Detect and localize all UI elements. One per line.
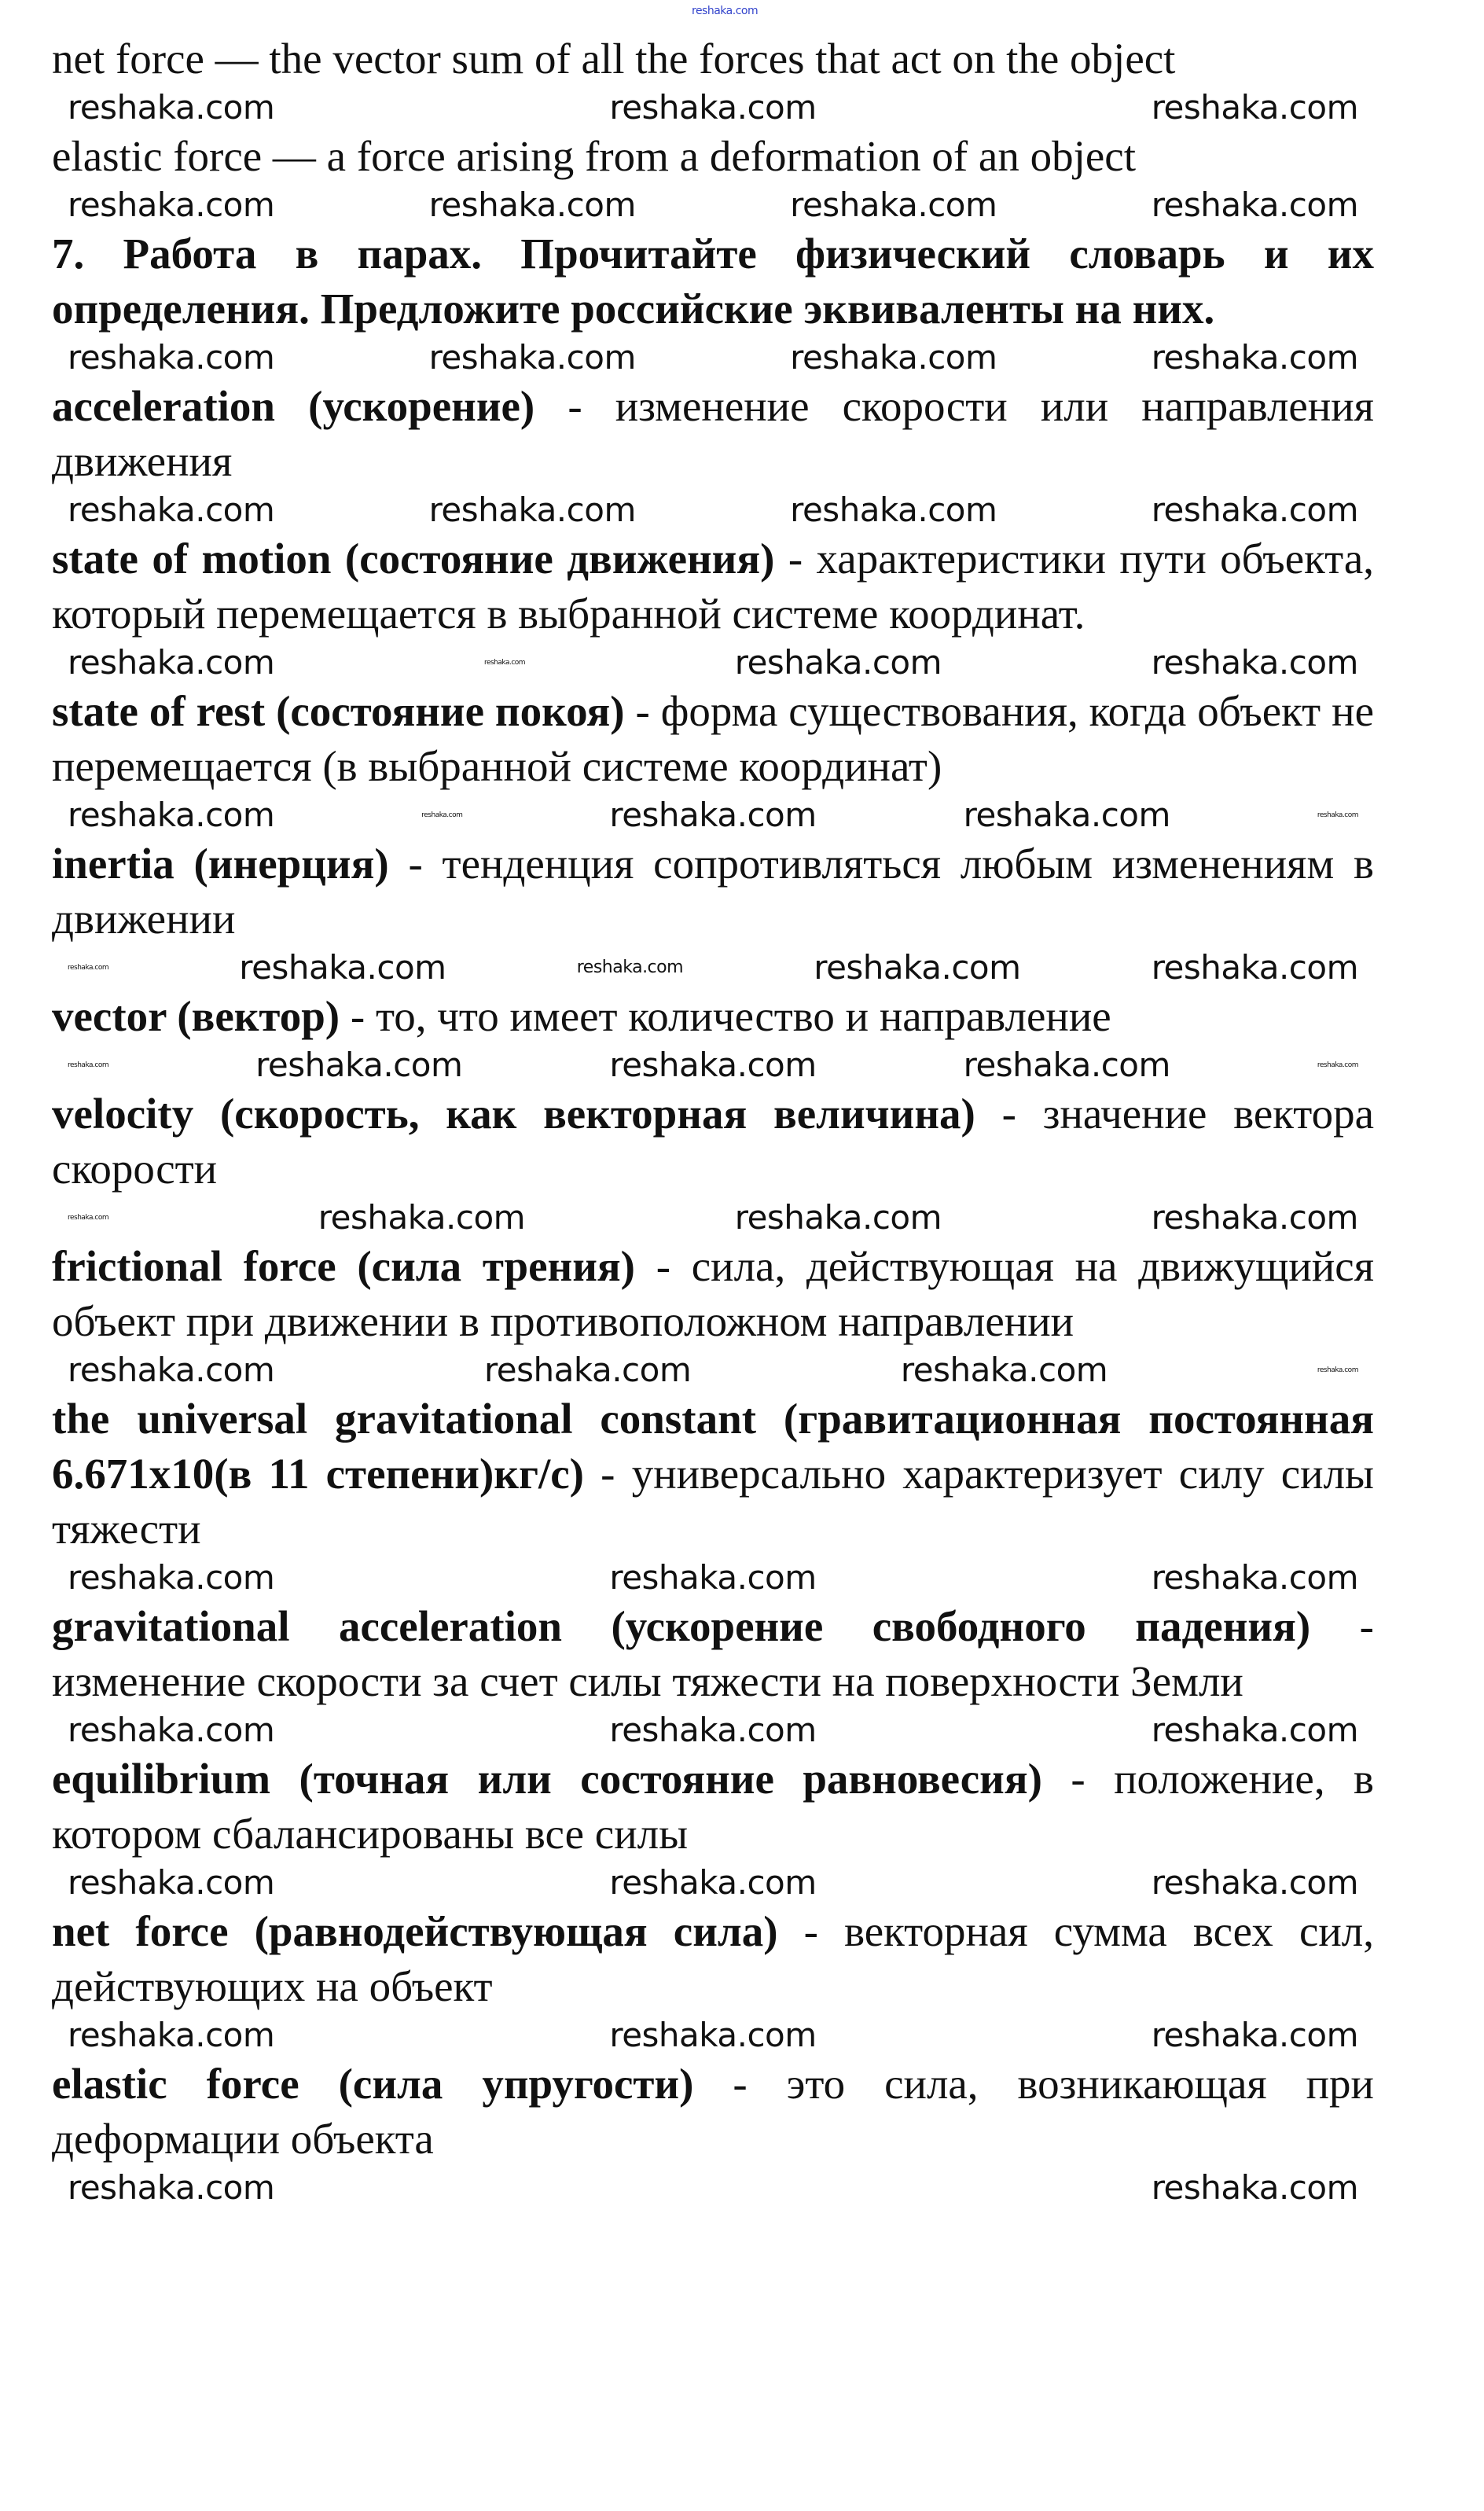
glossary-definition: - сила, действующая на движущийся объект при движении в противоположном направлении xyxy=(52,1242,1374,1345)
watermark: reshaka.com xyxy=(1151,338,1358,377)
watermark: reshaka.com xyxy=(68,88,275,127)
glossary-term: state of motion (состояние движения) xyxy=(52,535,775,583)
watermark: reshaka.com xyxy=(68,1711,275,1749)
watermark: reshaka.com xyxy=(963,796,1170,834)
watermark: reshaka.com xyxy=(734,1198,942,1237)
watermark: reshaka.com xyxy=(428,491,636,529)
glossary-definition: - значение вектора скорости xyxy=(52,1090,1374,1193)
watermark: reshaka.com xyxy=(1151,1558,1358,1597)
watermark-row xyxy=(52,642,1374,684)
watermark: reshaka.com xyxy=(814,948,1021,987)
watermark-row xyxy=(52,336,1374,379)
watermark: reshaka.com xyxy=(900,1351,1108,1389)
watermark: reshaka.com xyxy=(1151,2168,1358,2207)
watermark-row xyxy=(52,1709,1374,1752)
watermark: reshaka.com xyxy=(734,643,942,682)
watermark: reshaka.com xyxy=(68,491,275,529)
watermark-row xyxy=(52,1862,1374,1904)
glossary-entry xyxy=(52,989,1374,1044)
glossary-definition: - то, что имеет количество и направление xyxy=(340,992,1111,1040)
glossary-definition: - тенденция сопротивляться любым изменениям в движении xyxy=(52,840,1374,943)
glossary-entry xyxy=(52,2057,1374,2167)
watermark-row xyxy=(52,1044,1374,1086)
watermark: reshaka.com xyxy=(428,186,636,224)
watermark: reshaka.com xyxy=(68,1863,275,1902)
watermark: reshaka.com xyxy=(1151,948,1358,987)
watermark: reshaka.com xyxy=(1151,2016,1358,2054)
watermark: reshaka.com xyxy=(1317,1366,1358,1374)
watermark: reshaka.com xyxy=(1317,1061,1358,1069)
watermark: reshaka.com xyxy=(609,88,817,127)
watermark-row xyxy=(52,1349,1374,1392)
watermark-row xyxy=(52,794,1374,836)
glossary-term: vector (вектор) xyxy=(52,992,340,1040)
glossary-term: acceleration (ускорение) xyxy=(52,382,535,430)
glossary-entry xyxy=(52,1086,1374,1197)
watermark-row xyxy=(52,2167,1374,2209)
watermark: reshaka.com xyxy=(421,811,463,819)
document-body xyxy=(52,31,1374,2209)
watermark: reshaka.com xyxy=(68,338,275,377)
watermark: reshaka.com xyxy=(428,338,636,377)
watermark: reshaka.com xyxy=(1151,1711,1358,1749)
glossary-definition: - характеристики пути объекта, который перемещается в выбранной системе координат. xyxy=(52,535,1375,638)
watermark-row xyxy=(52,184,1374,226)
watermark: reshaka.com xyxy=(1317,811,1358,819)
glossary-entry xyxy=(52,379,1374,489)
glossary-entry xyxy=(52,1392,1374,1557)
watermark: reshaka.com xyxy=(68,2168,275,2207)
watermark: reshaka.com xyxy=(576,958,684,977)
watermark-row xyxy=(52,489,1374,531)
glossary-definition: - это сила, возникающая при деформации объекта xyxy=(52,2060,1374,2163)
watermark: reshaka.com xyxy=(68,796,275,834)
watermark-row xyxy=(52,1557,1374,1599)
watermark: reshaka.com xyxy=(1151,186,1358,224)
glossary-definition: - векторная сумма всех сил, действующих на объект xyxy=(52,1907,1375,2010)
watermark: reshaka.com xyxy=(1151,491,1358,529)
glossary-entry xyxy=(52,836,1374,947)
glossary-definition: - универсально характеризует силу силы тяжести xyxy=(52,1450,1374,1553)
watermark: reshaka.com xyxy=(68,186,275,224)
glossary-term: state of rest (состояние покоя) xyxy=(52,687,625,735)
glossary-entry xyxy=(52,1904,1374,2014)
watermark-header: reshaka.com xyxy=(692,5,759,17)
watermark: reshaka.com xyxy=(1151,88,1358,127)
glossary-term: elastic force (сила упругости) xyxy=(52,2060,694,2108)
glossary-entry xyxy=(52,1239,1374,1349)
watermark-row xyxy=(52,86,1374,129)
watermark: reshaka.com xyxy=(790,186,997,224)
watermark: reshaka.com xyxy=(68,964,109,972)
watermark-row xyxy=(52,1197,1374,1239)
watermark-row xyxy=(52,2014,1374,2057)
watermark: reshaka.com xyxy=(609,1046,817,1084)
watermark: reshaka.com xyxy=(68,643,275,682)
watermark: reshaka.com xyxy=(1151,1198,1358,1237)
watermark: reshaka.com xyxy=(483,1351,692,1389)
watermark: reshaka.com xyxy=(609,1711,817,1749)
watermark: reshaka.com xyxy=(609,1863,817,1902)
watermark: reshaka.com xyxy=(963,1046,1170,1084)
glossary-term: equilibrium (точная или состояние равновесия) xyxy=(52,1755,1042,1803)
glossary-definition: - изменение скорости или направления движения xyxy=(52,382,1374,485)
watermark: reshaka.com xyxy=(68,1351,275,1389)
glossary-term: the universal gravitational constant (гравитационная постоянная 6.671x10(в 11 степени)кг/с) xyxy=(52,1395,1374,1498)
exercise-heading: 7. Работа в парах. Прочитайте физический словарь и их определения. Предложите российские эквиваленты на них. xyxy=(52,230,1374,333)
watermark: reshaka.com xyxy=(609,1558,817,1597)
watermark: reshaka.com xyxy=(239,948,446,987)
watermark-row xyxy=(52,947,1374,989)
glossary-definition: - изменение скорости за счет силы тяжести на поверхности Земли xyxy=(52,1602,1374,1705)
intro-line: elastic force — a force arising from a deformation of an object xyxy=(52,132,1136,180)
watermark: reshaka.com xyxy=(68,2016,275,2054)
glossary-entry xyxy=(52,1752,1374,1862)
watermark: reshaka.com xyxy=(68,1061,109,1069)
watermark: reshaka.com xyxy=(609,2016,817,2054)
glossary-entry xyxy=(52,684,1374,794)
watermark: reshaka.com xyxy=(790,491,997,529)
watermark: reshaka.com xyxy=(483,659,526,667)
glossary-definition: - положение, в котором сбалансированы все силы xyxy=(52,1755,1374,1858)
glossary-entry xyxy=(52,531,1374,642)
watermark: reshaka.com xyxy=(609,796,817,834)
intro-line: net force — the vector sum of all the forces that act on the object xyxy=(52,35,1176,83)
watermark: reshaka.com xyxy=(790,338,997,377)
glossary-term: inertia (инерция) xyxy=(52,840,389,888)
watermark: reshaka.com xyxy=(318,1198,526,1237)
glossary-term: velocity (скорость, как векторная величина) xyxy=(52,1090,975,1138)
watermark: reshaka.com xyxy=(68,1214,109,1222)
watermark: reshaka.com xyxy=(1151,643,1358,682)
glossary-term: frictional force (сила трения) xyxy=(52,1242,635,1290)
glossary-entry xyxy=(52,1599,1374,1709)
watermark: reshaka.com xyxy=(1151,1863,1358,1902)
watermark: reshaka.com xyxy=(68,1558,275,1597)
glossary-term: gravitational acceleration (ускорение свободного падения) xyxy=(52,1602,1311,1650)
glossary-term: net force (равнодействующая сила) xyxy=(52,1907,778,1955)
watermark: reshaka.com xyxy=(255,1046,463,1084)
glossary-definition: - форма существования, когда объект не перемещается (в выбранной системе координат) xyxy=(52,687,1374,790)
